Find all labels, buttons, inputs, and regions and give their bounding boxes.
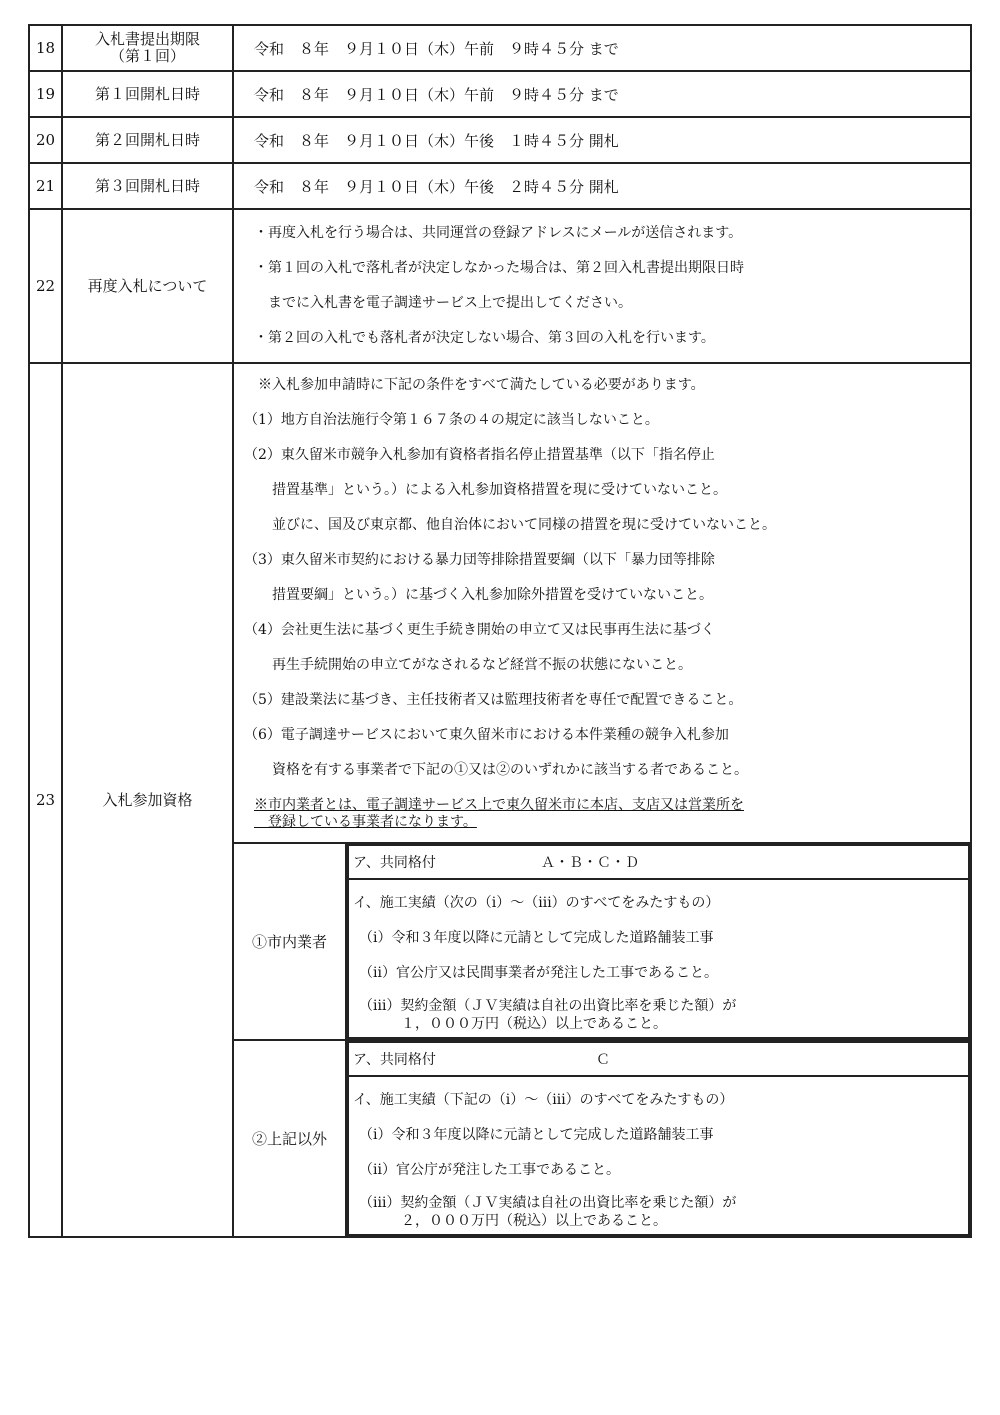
condition-line: 並びに、国及び東京都、他自治体において同様の措置を現に受けていないこと。: [244, 517, 776, 533]
condition-line: （6）電子調達サービスにおいて東久留米市における本件業種の競争入札参加: [244, 727, 729, 743]
table-row: [29, 71, 971, 117]
condition-line: 措置基準」という。）による入札参加資格措置を現に受けていないこと。: [244, 482, 727, 498]
condition-line: 再生手続開始の申立てがなされるなど経営不振の状態にないこと。: [244, 657, 692, 673]
rebid-line: までに入札書を電子調達サービス上で提出してください。: [254, 295, 632, 311]
rebid-line: ・第２回の入札でも落札者が決定しない場合、第３回の入札を行います。: [254, 330, 715, 346]
condition-line: （3）東久留米市契約における暴力団等排除措置要綱（以下「暴力団等排除: [244, 552, 715, 568]
rank-value: Ａ・Ｂ・Ｃ・Ｄ: [540, 855, 639, 871]
table-row: [29, 163, 971, 209]
performance-item: （ⅱ）官公庁が発注した工事であること。: [359, 1162, 620, 1178]
performance-item: ２，０００万円（税込）以上であること。: [359, 1213, 667, 1229]
row-number: 23: [29, 363, 62, 1237]
performance-item: （ⅰ）令和３年度以降に元請として完成した道路舗装工事: [359, 1127, 714, 1143]
rebid-line: ・第１回の入札で落札者が決定しなかった場合は、第２回入札書提出期限日時: [254, 260, 744, 276]
row-value: 令和 ８年 ９月１０日（木）午前 ９時４５分 まで: [233, 71, 971, 117]
rank-label: ア、共同格付: [353, 855, 436, 871]
row-number: 18: [29, 25, 62, 71]
group-requirements: [346, 1040, 971, 1237]
row-number: 22: [29, 209, 62, 363]
bid-conditions-table: [28, 24, 972, 1238]
row-item-line2: （第１回）: [109, 47, 185, 65]
row-item: 入札参加資格: [62, 363, 233, 1237]
row-value: 令和 ８年 ９月１０日（木）午後 １時４５分 開札: [233, 117, 971, 163]
performance-item: （ⅰ）令和３年度以降に元請として完成した道路舗装工事: [359, 930, 714, 946]
note-line: ※市内業者とは、電子調達サービス上で東久留米市に本店、支店又は営業所を: [254, 797, 744, 813]
row-item: 第２回開札日時: [62, 117, 233, 163]
condition-line: 措置要綱」という。）に基づく入札参加除外措置を受けていないこと。: [244, 587, 713, 603]
condition-line: （1）地方自治法施行令第１６７条の４の規定に該当しないこと。: [244, 412, 659, 428]
rank-value: Ｃ: [595, 1052, 610, 1068]
rebid-line: ・再度入札を行う場合は、共同運営の登録アドレスにメールが送信されます。: [254, 225, 743, 241]
group-label: ①市内業者: [233, 843, 346, 1040]
performance-item: （ⅲ）契約金額（ＪＶ実績は自社の出資比率を乗じた額）が: [359, 1195, 737, 1211]
performance-title: イ、施工実績（下記の（ⅰ）～（ⅲ）のすべてをみたすもの）: [353, 1092, 734, 1108]
row-item: [62, 25, 233, 71]
condition-line: ※入札参加申請時に下記の条件をすべて満たしている必要があります。: [244, 377, 705, 393]
qualification-conditions: [233, 363, 971, 843]
performance-item: （ⅱ）官公庁又は民間事業者が発注した工事であること。: [359, 965, 718, 981]
row-item: 第３回開札日時: [62, 163, 233, 209]
row-item: 第１回開札日時: [62, 71, 233, 117]
row-value: 令和 ８年 ９月１０日（木）午前 ９時４５分 まで: [233, 25, 971, 71]
note-line: 登録している事業者になります。: [254, 814, 477, 830]
group-requirements-table: [347, 844, 970, 1039]
condition-line: （2）東久留米市競争入札参加有資格者指名停止措置基準（以下「指名停止: [244, 447, 715, 463]
condition-line: 資格を有する事業者で下記の①又は②のいずれかに該当する者であること。: [244, 762, 748, 778]
table-row: [29, 25, 971, 71]
group-requirements: [346, 843, 971, 1040]
table-row: [29, 117, 971, 163]
local-business-note: [254, 797, 970, 831]
condition-line: （4）会社更生法に基づく更生手続き開始の申立て又は民事再生法に基づく: [244, 622, 715, 638]
row-number: 20: [29, 117, 62, 163]
group-requirements-table: [347, 1041, 970, 1236]
row-item: 再度入札について: [62, 209, 233, 363]
performance-item: １，０００万円（税込）以上であること。: [359, 1016, 667, 1032]
row-item-line1: 入札書提出期限: [94, 30, 200, 48]
row-number: 21: [29, 163, 62, 209]
performance-title: イ、施工実績（次の（ⅰ）～（ⅲ）のすべてをみたすもの）: [353, 895, 720, 911]
rank-label: ア、共同格付: [353, 1052, 436, 1068]
row-value: 令和 ８年 ９月１０日（木）午後 ２時４５分 開札: [233, 163, 971, 209]
table-row: [29, 363, 971, 843]
condition-line: （5）建設業法に基づき、主任技術者又は監理技術者を専任で配置できること。: [244, 692, 743, 708]
group-label: ②上記以外: [233, 1040, 346, 1237]
table-row: [29, 209, 971, 363]
row-number: 19: [29, 71, 62, 117]
rebid-notes: [233, 209, 971, 363]
performance-item: （ⅲ）契約金額（ＪＶ実績は自社の出資比率を乗じた額）が: [359, 998, 737, 1014]
